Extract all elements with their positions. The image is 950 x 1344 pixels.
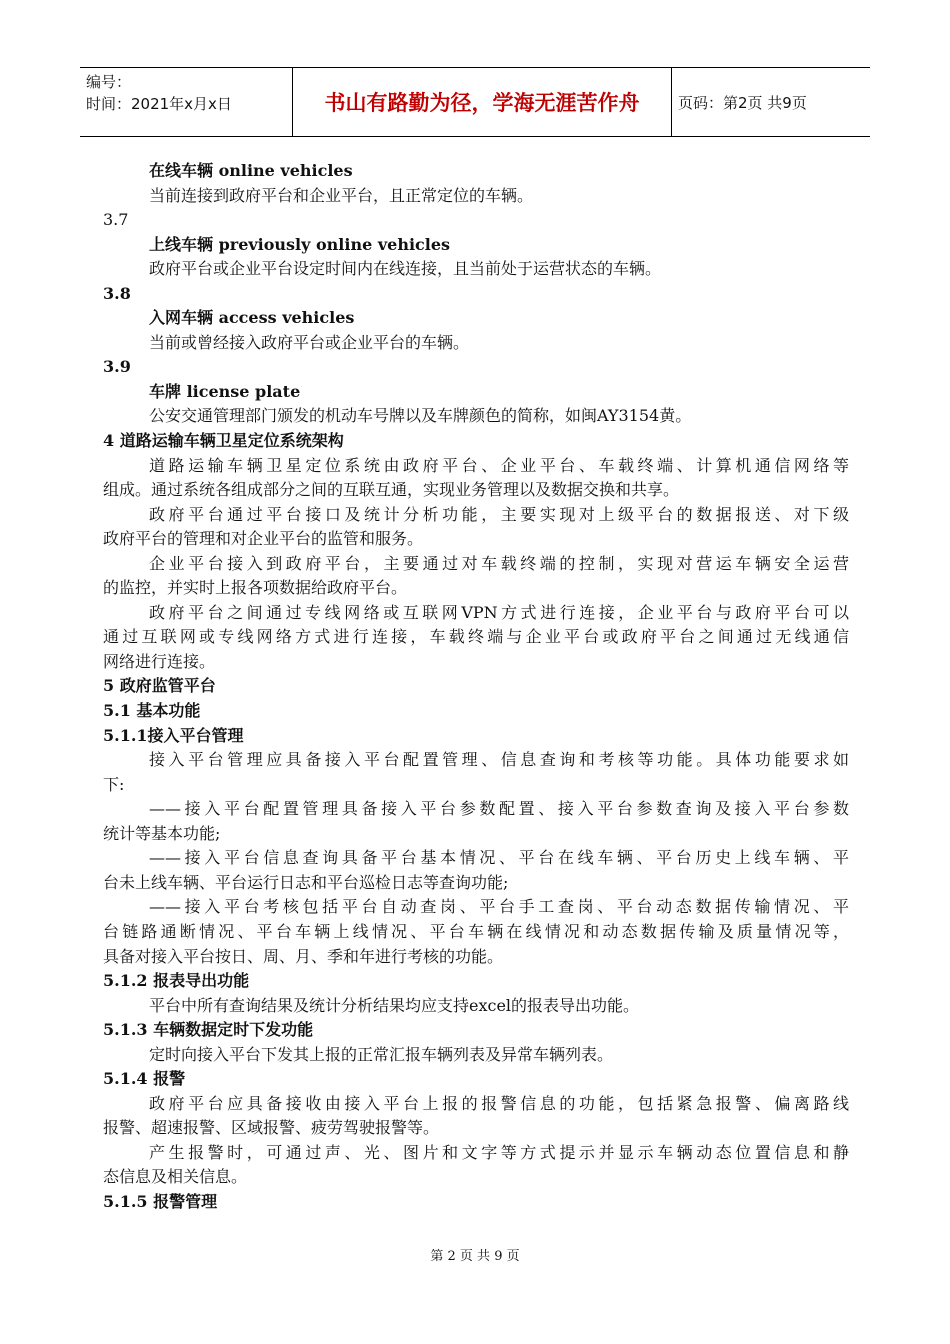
doc-number-label: 编号： (86, 73, 132, 91)
paragraph-line: 网络进行连接。 (103, 651, 216, 671)
section-heading: 5 政府监管平台 (103, 676, 216, 696)
subsection-heading: 5.1.2 报表导出功能 (103, 971, 250, 991)
paragraph-line: 的监控，并实时上报各项数据给政府平台。 (103, 578, 408, 598)
paragraph-line: 政府平台应具备接收由接入平台上报的报警信息的功能，包括紧急报警、偏离路线 (149, 1093, 849, 1113)
term-title: 在线车辆 online vehicles (149, 161, 353, 180)
paragraph-line: 政府平台通过平台接口及统计分析功能，主要实现对上级平台的数据报送、对下级 (149, 504, 849, 524)
term-title: 入网车辆 access vehicles (149, 308, 355, 328)
term-definition: 当前连接到政府平台和企业平台，且正常定位的车辆。 (149, 185, 534, 205)
paragraph-line: 报警、超速报警、区域报警、疲劳驾驶报警等。 (103, 1118, 440, 1138)
paragraph-line: 政府平台之间通过专线网络或互联网VPN方式进行连接，企业平台与政府平台可以 (149, 602, 849, 622)
term-definition: 政府平台或企业平台设定时间内在线连接，且当前处于运营状态的车辆。 (149, 259, 662, 279)
paragraph-line: 政府平台的管理和对企业平台的监管和服务。 (103, 529, 424, 549)
header-page-number: 页码：第2页 共9页 (678, 93, 807, 112)
subsection-heading: 5.1.1接入平台管理 (103, 725, 244, 745)
paragraph-line: 产生报警时，可通过声、光、图片和文字等方式提示并显示车辆动态位置信息和静 (149, 1142, 849, 1162)
subsection-heading: 5.1 基本功能 (103, 701, 201, 721)
subsection-heading: 5.1.3 车辆数据定时下发功能 (103, 1020, 314, 1040)
paragraph-line: 定时向接入平台下发其上报的正常汇报车辆列表及异常车辆列表。 (149, 1044, 614, 1064)
list-item-line: 统计等基本功能; (103, 823, 221, 843)
document-body (103, 159, 849, 1215)
paragraph-line: 组成。通过系统各组成部分之间的互联互通，实现业务管理以及数据交换和共享。 (103, 480, 680, 500)
header-motto: 书山有路勤为径，学海无涯苦作舟 (293, 68, 672, 136)
subsection-heading: 5.1.5 报警管理 (103, 1191, 218, 1211)
clause-number: 3.9 (103, 357, 131, 377)
term-title: 上线车辆 previously online vehicles (149, 234, 451, 254)
list-item-line: 台链路通断情况、平台车辆上线情况、平台车辆在线情况和动态数据传输及质量情况等， (103, 921, 849, 941)
paragraph-line: 接入平台管理应具备接入平台配置管理、信息查询和考核等功能。具体功能要求如 (149, 750, 849, 770)
subsection-heading: 5.1.4 报警 (103, 1069, 186, 1089)
paragraph-line: 企业平台接入到政府平台，主要通过对车载终端的控制，实现对营运车辆安全运营 (149, 553, 849, 573)
paragraph-line: 道路运输车辆卫星定位系统由政府平台、企业平台、车载终端、计算机通信网络等 (149, 455, 849, 475)
page-header (80, 67, 870, 137)
section-heading: 4 道路运输车辆卫星定位系统架构 (103, 431, 344, 451)
term-definition: 公安交通管理部门颁发的机动车号牌以及车牌颜色的简称，如闽AY3154黄。 (149, 406, 692, 426)
list-item-line: ——接入平台考核包括平台自动查岗、平台手工查岗、平台动态数据传输情况、平 (149, 897, 849, 917)
paragraph-line: 下: (103, 774, 125, 794)
term-definition: 当前或曾经接入政府平台或企业平台的车辆。 (149, 332, 470, 352)
list-item-line: 具备对接入平台按日、周、月、季和年进行考核的功能。 (103, 946, 504, 966)
list-item-line: ——接入平台信息查询具备平台基本情况、平台在线车辆、平台历史上线车辆、平 (149, 848, 849, 868)
paragraph-line: 态信息及相关信息。 (103, 1167, 248, 1187)
paragraph-line: 通过互联网或专线网络方式进行连接，车载终端与企业平台或政府平台之间通过无线通信 (103, 627, 849, 647)
list-item-line: 台未上线车辆、平台运行日志和平台巡检日志等查询功能; (103, 872, 509, 892)
page-footer: 第 2 页 共 9 页 (430, 1249, 520, 1264)
header-meta (80, 68, 293, 136)
clause-number: 3.7 (103, 210, 129, 230)
clause-number: 3.8 (103, 283, 131, 303)
list-item-line: ——接入平台配置管理具备接入平台参数配置、接入平台参数查询及接入平台参数 (149, 799, 849, 819)
term-title: 车牌 license plate (149, 381, 301, 401)
paragraph-line: 平台中所有查询结果及统计分析结果均应支持excel的报表导出功能。 (149, 995, 640, 1015)
doc-date-label: 时间：2021年x月x日 (86, 95, 232, 113)
